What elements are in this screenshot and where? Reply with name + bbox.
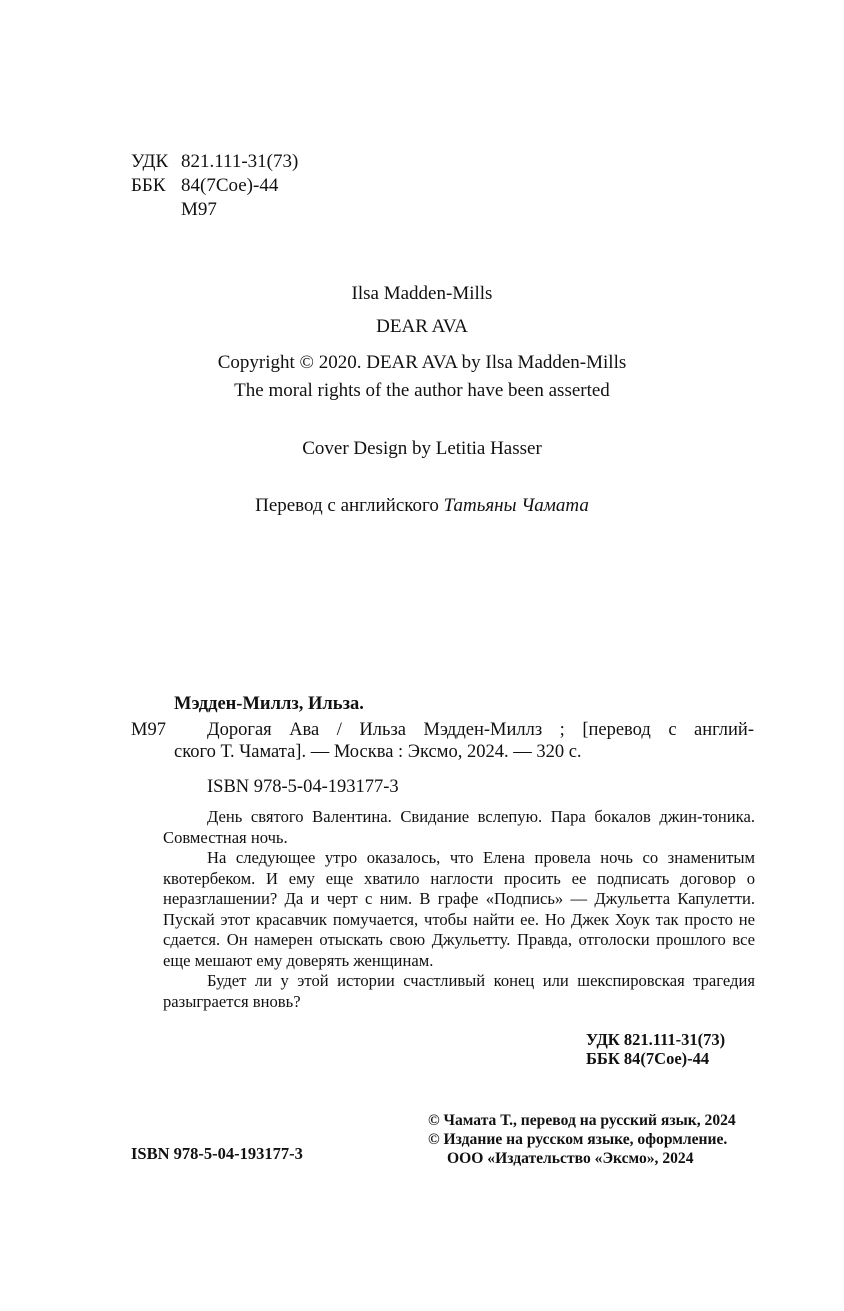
translation-prefix: Перевод с английского xyxy=(255,495,439,516)
catalog-description-line-2: ского Т. Чамата]. — Москва : Эксмо, 2024. — 320 с. xyxy=(174,742,582,762)
copyright-line: Copyright © 2020. DEAR AVA by Ilsa Madden-Mills xyxy=(217,352,627,373)
annotation-paragraph: На следующее утро оказалось, что Елена провела ночь со знаменитым квотербеком. И ему еще хватило наглости просить ее подписать договор о неразглашении? Да и черт с ним. В графе «Подпись» — Джульетта Капулетти. Пускай этот красавчик помучается, чтобы найти ее. Но Джек Хоук так просто не сдается. Он намерен отыскать свою Джульетту. Правда, отголоски прошлого все еще мешают ему доверять женщинам. xyxy=(163,848,755,970)
cover-design-line: Cover Design by Letitia Hasser xyxy=(302,438,542,459)
udk-label: УДК xyxy=(131,151,169,172)
copyright-edition: © Издание на русском языке, оформление. xyxy=(428,1131,728,1148)
catalog-description-line-1: Дорогая Ава / Ильза Мэдден-Миллз ; [перевод с англий- xyxy=(207,720,754,740)
annotation-paragraph: День святого Валентина. Свидание вслепую. Пара бокалов джин-тоника. Совместная ночь. xyxy=(163,807,755,847)
bbk-bottom: ББК 84(7Сое)-44 xyxy=(586,1049,710,1068)
bbk-label: ББК xyxy=(131,175,166,196)
translator-name: Татьяны Чамата xyxy=(443,495,589,516)
classification-block-top xyxy=(131,150,298,222)
moral-rights-line: The moral rights of the author have been asserted xyxy=(234,380,610,401)
bbk-value: 84(7Сое)-44 xyxy=(181,175,279,196)
original-title: DEAR AVA xyxy=(376,316,468,337)
catalog-heading: Мэдден-Миллз, Ильза. xyxy=(174,694,364,714)
classification-block-bottom xyxy=(586,1030,725,1068)
publisher-copyright: ООО «Издательство «Эксмо», 2024 xyxy=(447,1150,694,1167)
copyright-block xyxy=(428,1111,736,1168)
udk-value: 821.111-31(73) xyxy=(181,151,299,172)
annotation-paragraph: Будет ли у этой истории счастливый конец или шекспировская трагедия разыграется вновь? xyxy=(163,971,755,1011)
udk-line xyxy=(131,150,298,174)
author-mark: М97 xyxy=(181,199,217,220)
footer-isbn: ISBN 978-5-04-193177-3 xyxy=(131,1144,303,1163)
catalog-mark: М97 xyxy=(131,720,166,740)
catalog-isbn: ISBN 978-5-04-193177-3 xyxy=(207,777,399,797)
original-author: Ilsa Madden-Mills xyxy=(351,283,493,304)
translation-credit xyxy=(0,495,844,517)
copyright-translation: © Чамата Т., перевод на русский язык, 2024 xyxy=(428,1112,736,1129)
annotation xyxy=(163,807,755,1012)
udk-bottom: УДК 821.111-31(73) xyxy=(586,1030,726,1049)
bbk-line xyxy=(131,174,298,198)
